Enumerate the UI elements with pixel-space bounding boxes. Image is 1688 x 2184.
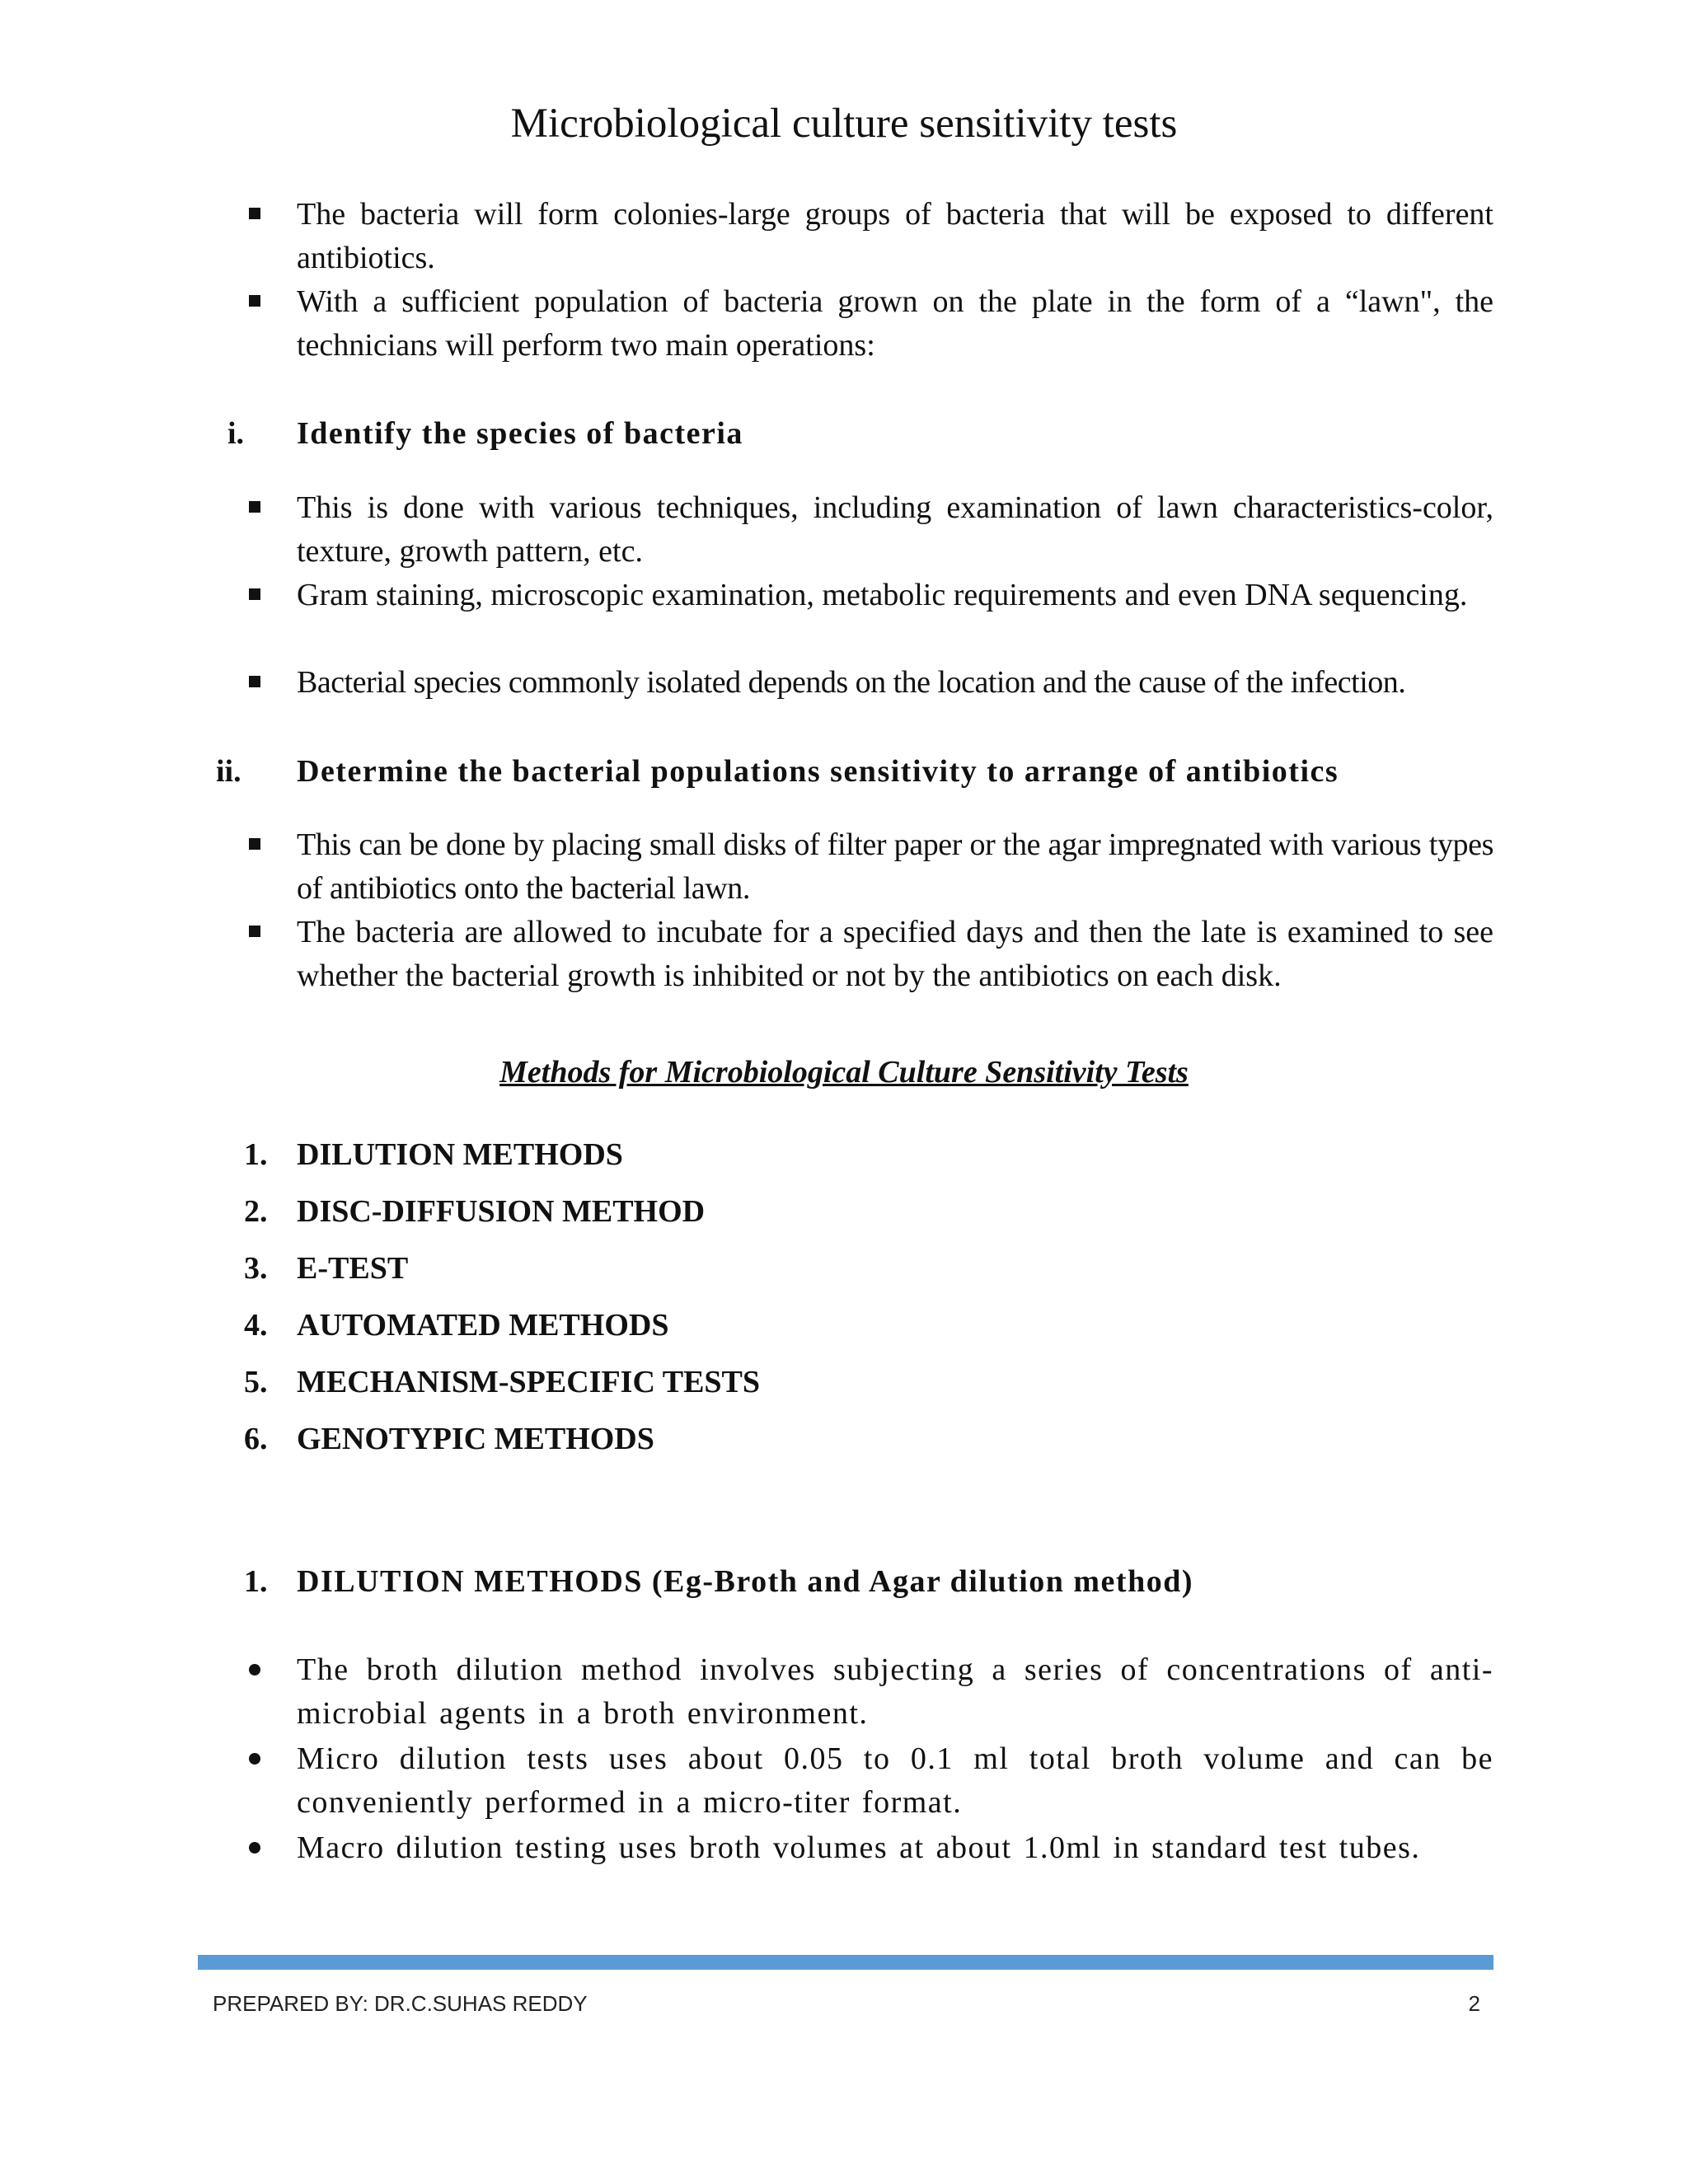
square-bullet-icon	[249, 208, 260, 219]
method-number: 6.	[244, 1422, 268, 1456]
round-bullet-icon	[249, 1664, 260, 1675]
round-bullet-icon	[249, 1842, 260, 1854]
square-bullet-icon	[249, 295, 260, 307]
method-item: MECHANISM-SPECIFIC TESTS	[297, 1365, 761, 1399]
square-bullet-icon	[249, 501, 260, 513]
operation-bullet: This can be done by placing small disks of filter paper or the agar impregnated with various types of antibiotics onto the bacterial lawn.	[297, 827, 1493, 906]
section-bullet: Micro dilution tests uses about 0.05 to 0.1 ml total broth volume and can be conveniently performed in a micro-titer format.	[297, 1741, 1493, 1820]
method-item: AUTOMATED METHODS	[297, 1308, 669, 1343]
footer-rule	[198, 1955, 1493, 1970]
footer-author: PREPARED BY: DR.C.SUHAS REDDY	[213, 1991, 588, 2016]
intro-bullet-1: The bacteria will form colonies-large groups of bacteria that will be exposed to different antibiotics.	[297, 197, 1493, 275]
square-bullet-icon	[249, 676, 260, 687]
operation-bullet: This is done with various techniques, including examination of lawn characteristics-color, texture, growth pattern, etc.	[297, 490, 1493, 569]
operation-bullet: Bacterial species commonly isolated depends on the location and the cause of the infection.	[297, 665, 1406, 700]
operation-numeral: ii.	[216, 754, 241, 789]
methods-heading: Methods for Microbiological Culture Sensitivity Tests	[499, 1055, 1189, 1090]
operation-bullet: The bacteria are allowed to incubate for a specified days and then the late is examined to see whether the bacterial growth is inhibited or not by the antibiotics on each disk.	[297, 915, 1493, 993]
page-title: Microbiological culture sensitivity tests	[510, 101, 1178, 147]
square-bullet-icon	[249, 838, 260, 850]
section-bullet: The broth dilution method involves subjecting a series of concentrations of anti-microbial agents in a broth environment.	[297, 1652, 1493, 1731]
method-number: 1.	[244, 1137, 268, 1172]
section-number: 1.	[244, 1564, 268, 1599]
intro-bullet-2: With a sufficient population of bacteria grown on the plate in the form of a “lawn", the technicians will perform two main operations:	[297, 284, 1493, 363]
square-bullet-icon	[249, 926, 260, 937]
method-number: 4.	[244, 1308, 268, 1343]
section-bullet: Macro dilution testing uses broth volumes at about 1.0ml in standard test tubes.	[297, 1830, 1421, 1865]
operation-heading: Determine the bacterial populations sensitivity to arrange of antibiotics	[297, 754, 1339, 789]
method-number: 2.	[244, 1194, 268, 1229]
section-heading: DILUTION METHODS (Eg-Broth and Agar dilution method)	[297, 1564, 1193, 1599]
method-item: DISC-DIFFUSION METHOD	[297, 1194, 706, 1229]
page-number: 2	[1468, 1991, 1480, 2016]
operation-numeral: i.	[227, 416, 245, 451]
operation-heading: Identify the species of bacteria	[297, 416, 743, 451]
method-number: 3.	[244, 1251, 268, 1286]
method-item: E-TEST	[297, 1251, 409, 1286]
method-item: GENOTYPIC METHODS	[297, 1422, 654, 1456]
method-item: DILUTION METHODS	[297, 1137, 623, 1172]
round-bullet-icon	[249, 1753, 260, 1765]
method-number: 5.	[244, 1365, 268, 1399]
square-bullet-icon	[249, 588, 260, 600]
operation-bullet: Gram staining, microscopic examination, metabolic requirements and even DNA sequencing.	[297, 578, 1468, 612]
